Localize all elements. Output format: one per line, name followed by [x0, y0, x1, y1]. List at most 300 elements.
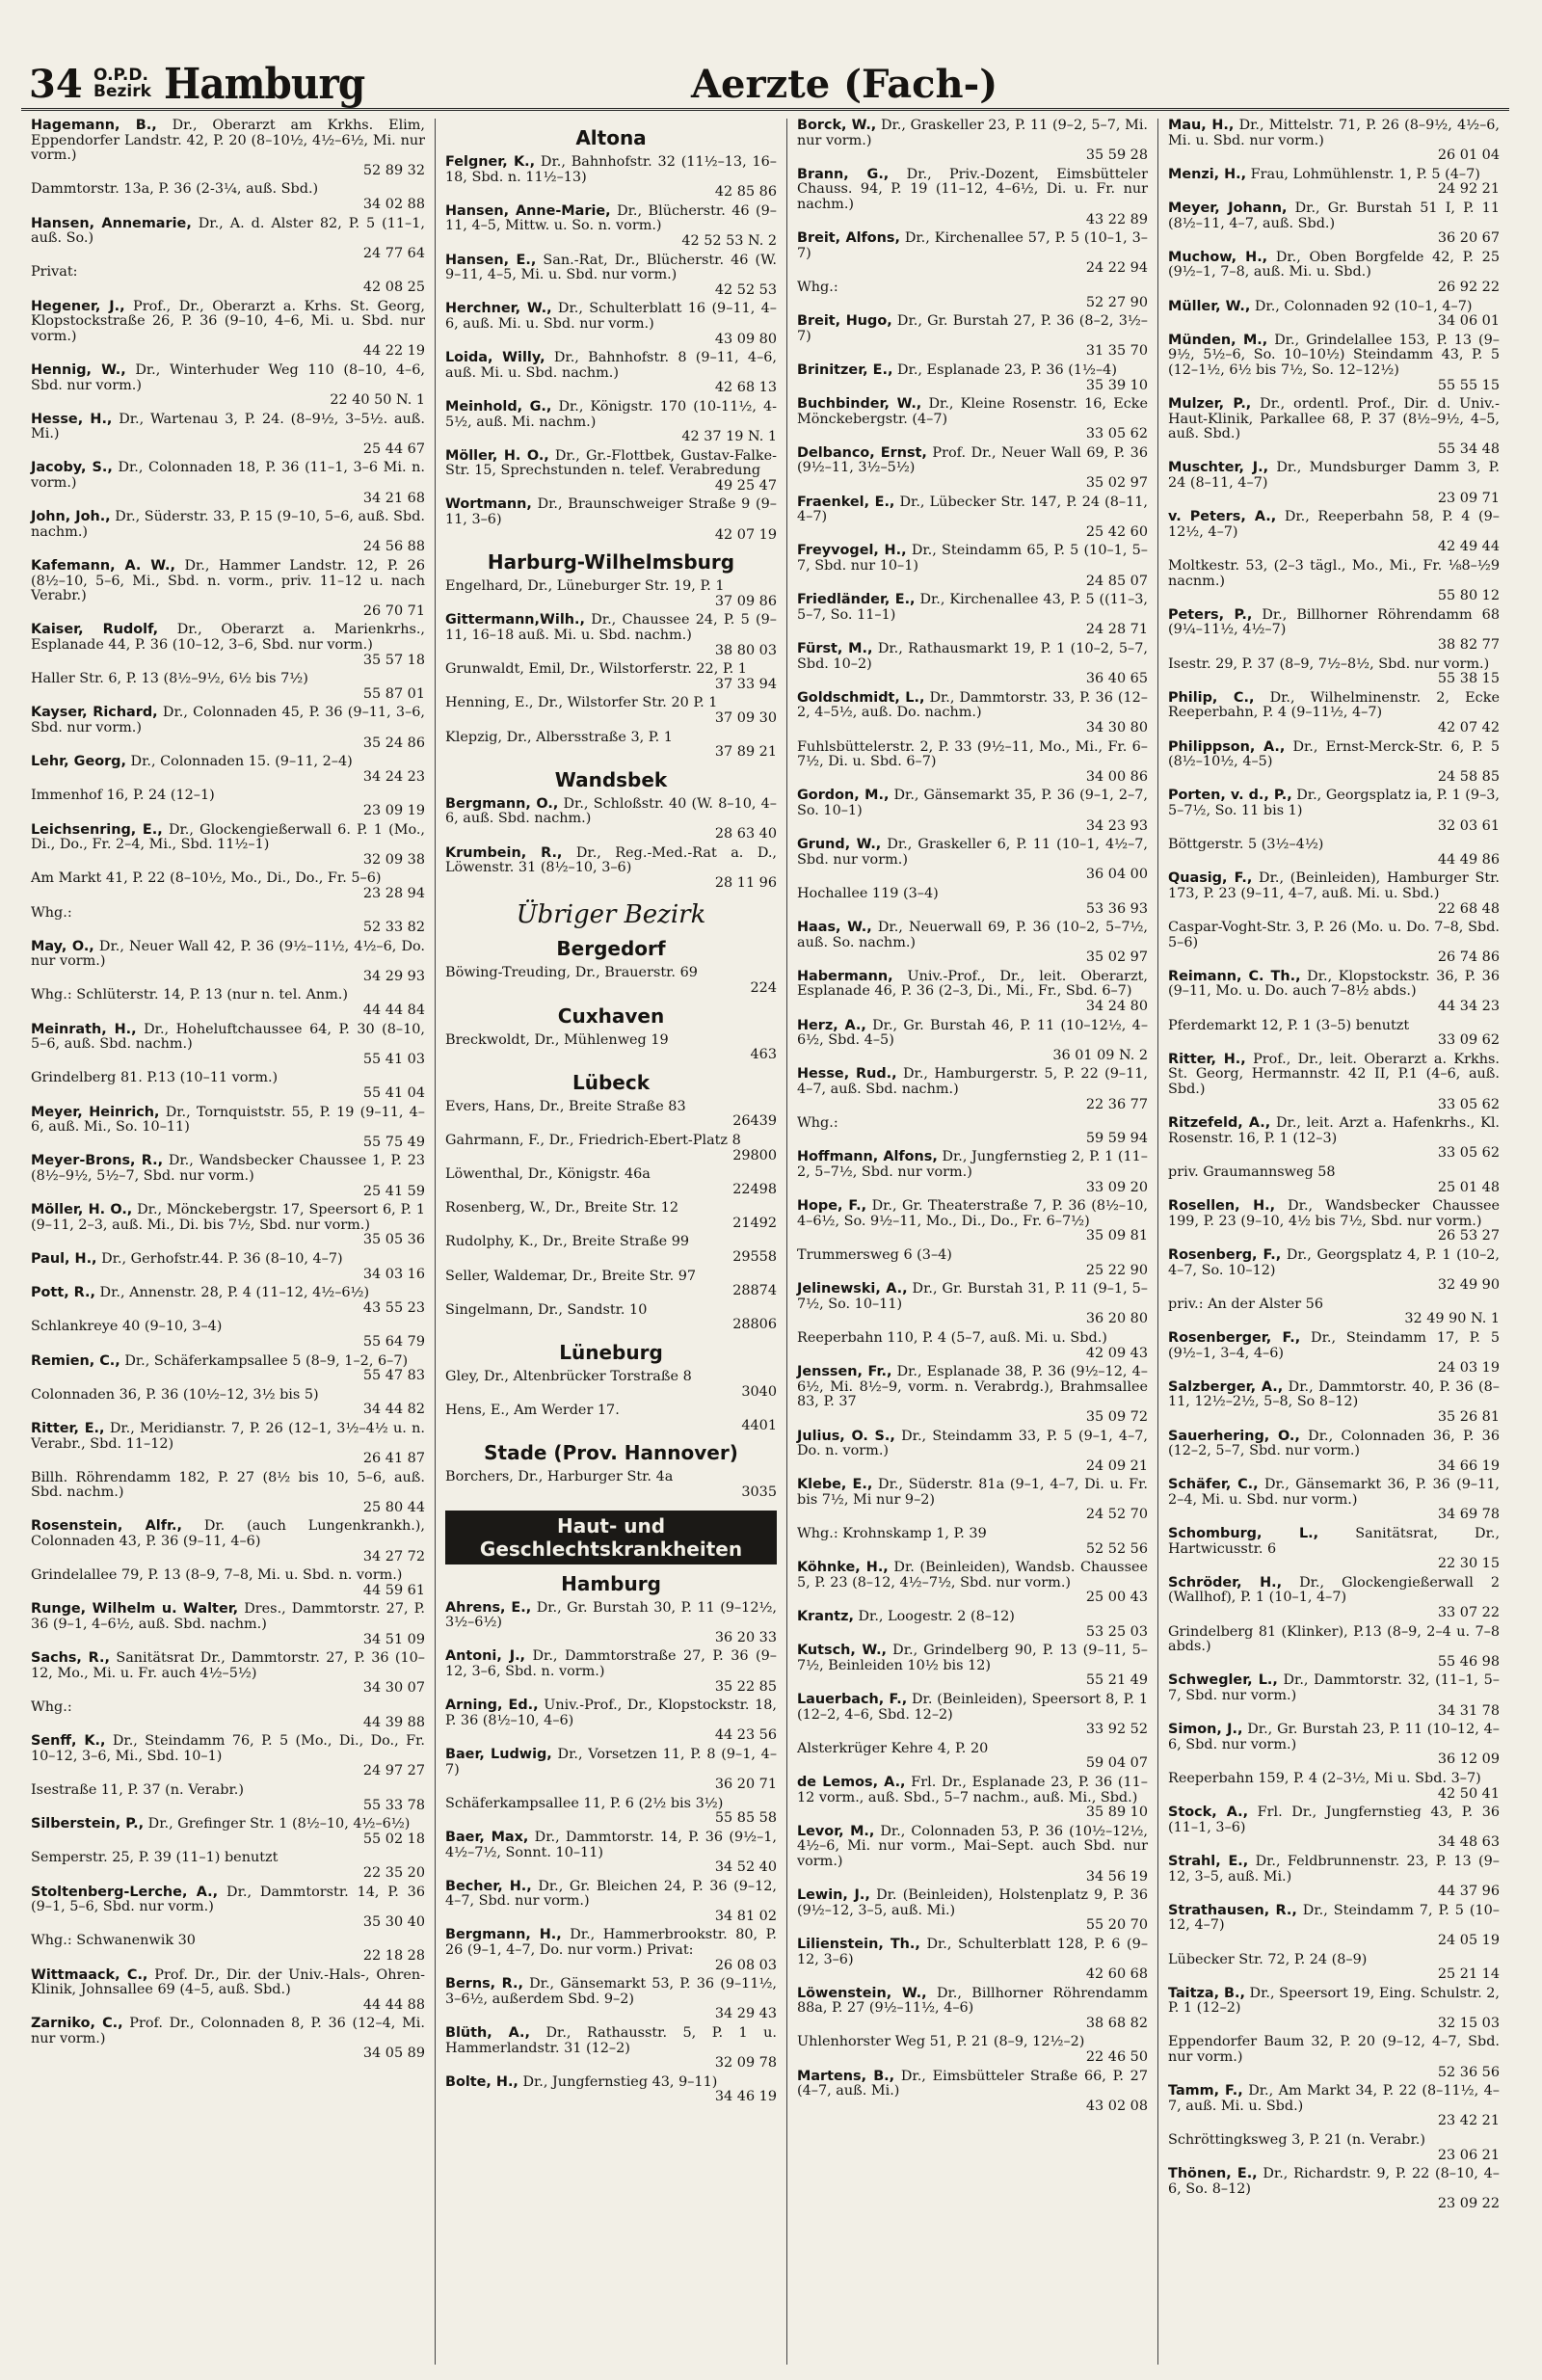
- directory-entry: [31, 1783, 425, 1813]
- entry-phone: 23 09 71: [1437, 490, 1500, 506]
- entry-phone: 34 05 89: [362, 2046, 425, 2062]
- entry-phone: 24 52 70: [1085, 1507, 1148, 1523]
- entry-name: Menzi, H.,: [1168, 166, 1247, 182]
- directory-entry: [445, 1100, 777, 1130]
- entry-details: Dr., ordentl. Prof., Dir. d. Univ.-Haut-Klinik, Parkallee 68, P. 37 (8½–9½, 4–5, auß. Sbd.): [1168, 396, 1500, 442]
- entry-name: Ritzefeld, A.,: [1168, 1115, 1271, 1132]
- entry-details: Immenhof 16, P. 24 (12–1): [31, 788, 215, 804]
- directory-entry: [1168, 168, 1500, 198]
- directory-entry: [1168, 1331, 1500, 1377]
- entry-details: Hens, E., Am Werder 17.: [445, 1403, 620, 1419]
- directory-entry: [445, 2026, 777, 2072]
- entry-details: Whg.:: [797, 279, 838, 295]
- entry-phone: 35 89 10: [1085, 1805, 1148, 1821]
- entry-details: Dr. (auch Lungenkrankh.), Colonnaden 43, P. 36 (9–11, 4–6): [31, 1518, 425, 1550]
- directory-entry: [797, 593, 1148, 638]
- entry-phone: 55 87 01: [362, 685, 425, 702]
- directory-entry: [445, 1235, 777, 1265]
- entry-details: Colonnaden 36, P. 36 (10½–12, 3½ bis 5): [31, 1386, 319, 1403]
- directory-entry: [1168, 871, 1500, 917]
- entry-name: Sauerhering, O.,: [1168, 1428, 1300, 1444]
- entry-phone: 44 44 88: [362, 1996, 425, 2013]
- entry-details: Dr., Schloßstr. 40 (W. 8–10, 4–6, auß. Sbd. nachm.): [445, 795, 778, 827]
- entry-name: Salzberger, A.,: [1168, 1378, 1284, 1395]
- entry-details: Fuhlsbüttelerstr. 2, P. 33 (9½–11, Mo., Mi., Fr. 6–7½, Di. u. Sbd. 6–7): [797, 738, 1148, 770]
- entry-details: Dr., Lübecker Str. 147, P. 24 (8–11, 4–7): [797, 494, 1148, 525]
- entry-name: Schäfer, C.,: [1168, 1477, 1259, 1493]
- directory-entry: [31, 559, 425, 619]
- entry-phone: 55 85 58: [714, 1810, 777, 1827]
- entry-phone: 59 04 07: [1085, 1755, 1148, 1772]
- entry-name: Hesse, Rud.,: [797, 1066, 897, 1083]
- directory-entry: [797, 1644, 1148, 1689]
- directory-entry: [31, 1700, 425, 1730]
- entry-details: Dr. (Beinleiden), Speersort 8, P. 1 (12–2, 4–6, Sbd. 12–2): [797, 1692, 1148, 1723]
- entry-details: Dr., Dammtorstr. 14, P. 36 (9½–1, 4½–7½, Sonnt. 10–11): [445, 1829, 777, 1860]
- entry-phone: 55 38 15: [1437, 671, 1500, 687]
- entry-phone: 34 48 63: [1437, 1834, 1500, 1851]
- entry-name: Haas, W.,: [797, 920, 872, 936]
- entry-name: Mulzer, P.,: [1168, 396, 1252, 413]
- entry-details: Seller, Waldemar, Dr., Breite Str. 97: [445, 1268, 697, 1284]
- entry-details: Dr., Mittelstr. 71, P. 26 (8–9½, 4½–6, Mi. u. Sbd. nur vorm.): [1168, 119, 1501, 148]
- entry-phone: 22 68 48: [1437, 900, 1500, 917]
- location-heading: Altona: [575, 126, 647, 149]
- entry-phone: 33 07 22: [1437, 1605, 1500, 1621]
- entry-phone: 22 35 20: [362, 1864, 425, 1881]
- entry-name: Hansen, Anne-Marie,: [445, 202, 611, 219]
- directory-entry: [1168, 608, 1500, 654]
- entry-phone: 55 02 18: [362, 1831, 425, 1847]
- directory-entry: [31, 706, 425, 751]
- directory-entry: [445, 1649, 777, 1695]
- entry-details: Dr., Annenstr. 28, P. 4 (11–12, 4½–6½): [99, 1285, 370, 1301]
- entry-phone: 36 20 33: [714, 1629, 777, 1645]
- directory-entry: [1168, 1478, 1500, 1523]
- entry-phone: 37 33 94: [714, 676, 777, 692]
- directory-entry: [445, 696, 777, 726]
- directory-entry: [31, 1320, 425, 1350]
- entry-phone: 28 11 96: [714, 874, 777, 891]
- entry-phone: 24 56 88: [362, 539, 425, 555]
- entry-phone: 43 55 23: [362, 1299, 425, 1316]
- entry-details: Dr., Gr. Theaterstraße 7, P. 36 (8½–10, 4–6½, So. 9½–11, Mo., Di., Do., Fr. 6–7½): [797, 1198, 1149, 1229]
- directory-entry: [31, 1851, 425, 1881]
- directory-entry: [797, 691, 1148, 736]
- directory-entry: [31, 623, 425, 668]
- directory-entry: [31, 265, 425, 295]
- directory-entry: [797, 1199, 1148, 1244]
- directory-entry: [445, 1370, 777, 1400]
- entry-name: Becher, H.,: [445, 1878, 532, 1894]
- directory-entry: [31, 755, 425, 785]
- directory-entry: [31, 906, 425, 936]
- entry-name: Leichsenring, E.,: [31, 821, 163, 838]
- entry-name: Rosenstein, Alfr.,: [31, 1518, 182, 1535]
- entry-details: Dr., Colonnaden 45, P. 36 (9–11, 3–6, Sbd. nur vorm.): [31, 705, 425, 735]
- entry-name: de Lemos, A.,: [797, 1774, 906, 1790]
- entry-name: Gordon, M.,: [797, 788, 890, 804]
- entry-phone: 33 92 52: [1085, 1722, 1148, 1738]
- entry-details: Dr., Feldbrunnenstr. 23, P. 13 (9–12, 3–5, auß. Mi.): [1168, 1853, 1500, 1885]
- directory-entry: [31, 1734, 425, 1779]
- directory-entry: [1168, 1380, 1500, 1426]
- entry-phone: 24 97 27: [362, 1763, 425, 1779]
- directory-entry: [1168, 201, 1500, 247]
- entry-name: Herz, A.,: [797, 1017, 866, 1033]
- district-label-line2: Bezirk: [93, 82, 151, 101]
- entry-name: Meyer, Johann,: [1168, 200, 1288, 216]
- entry-name: Lewin, J.,: [797, 1887, 870, 1904]
- entry-phone: 24 77 64: [362, 245, 425, 261]
- entry-details: Prof., Dr., leit. Oberarzt a. Krkhs. St. Georg, Hermannstr. 42 II, P.1 (4–6, auß. Sbd.): [1168, 1051, 1500, 1098]
- entry-phone: 44 22 19: [362, 343, 425, 360]
- entry-phone: 52 27 90: [1085, 294, 1148, 310]
- entry-name: Felgner, K.,: [445, 154, 536, 170]
- entry-name: Blüth, A.,: [445, 2025, 530, 2042]
- entry-details: Dr., Colonnaden 15. (9–11, 2–4): [130, 754, 353, 770]
- column-1: [21, 119, 436, 2365]
- city-title: Hamburg: [164, 60, 365, 109]
- entry-details: Schlankreye 40 (9–10, 3–4): [31, 1319, 223, 1335]
- entry-details: Dr., Königstr. 170 (10-11½, 4-5½, auß. Mi. nachm.): [445, 398, 777, 430]
- entry-details: Dr., Esplanade 38, P. 36 (9½–12, 4–6½, Mi. 8½–9, vorm. n. Verabrdg.), Brahmsallee 83, P. 37: [797, 1364, 1149, 1410]
- entry-name: Philip, C.,: [1168, 689, 1255, 706]
- directory-entry: [797, 446, 1148, 492]
- entry-details: Dr., Colonnaden 92 (10–1, 4–7): [1254, 298, 1473, 314]
- entry-details: Whg.:: [797, 1115, 838, 1132]
- directory-entry: [1168, 1576, 1500, 1621]
- entry-phone: 26 92 22: [1437, 279, 1500, 295]
- directory-entry: [1168, 251, 1500, 296]
- entry-name: Loida, Willy,: [445, 350, 545, 366]
- entry-phone: 35 26 81: [1437, 1408, 1500, 1425]
- entry-details: Dr., Glockengießerwall 6. P. 1 (Mo., Di., Do., Fr. 2–4, Mi., Sbd. 11½–1): [31, 821, 425, 853]
- entry-details: Whg.:: [31, 904, 72, 921]
- entry-phone: 35 39 10: [1085, 377, 1148, 393]
- entry-details: Whg.: Krohnskamp 1, P. 39: [797, 1526, 987, 1542]
- entry-phone: 24 92 21: [1437, 181, 1500, 198]
- entry-name: Kayser, Richard,: [31, 705, 158, 721]
- entry-name: Hansen, Annemarie,: [31, 215, 192, 231]
- directory-entry: [797, 2035, 1148, 2065]
- entry-name: Breit, Hugo,: [797, 313, 892, 330]
- entry-phone: 42 37 19 N. 1: [681, 429, 777, 445]
- entry-name: Schwegler, L.,: [1168, 1672, 1278, 1689]
- entry-phone: 34 02 88: [362, 196, 425, 212]
- entry-details: Dr., Steindamm 17, P. 5 (9½–1, 3–4, 4–6): [1168, 1329, 1500, 1361]
- entry-phone: 24 03 19: [1437, 1360, 1500, 1377]
- entry-phone: 55 80 12: [1437, 588, 1500, 604]
- entry-name: Ritter, E.,: [31, 1420, 105, 1436]
- directory-entry: [31, 461, 425, 506]
- entry-details: Dr., Wilhelminenstr. 2, Ecke Reeperbahn, P. 4 (9–11½, 4–7): [1168, 689, 1500, 721]
- entry-details: Dr., Steindamm 76, P. 5 (Mo., Di., Do., Fr. 10–12, 3–6, Mi., Sbd. 10–1): [31, 1733, 425, 1764]
- directory-entry: [31, 1388, 425, 1418]
- entry-phone: 34 30 07: [362, 1680, 425, 1697]
- entry-details: Dr., Süderstr. 33, P. 15 (9–10, 5–6, auß. Sbd. nachm.): [31, 509, 425, 540]
- directory-entry: [31, 1651, 425, 1697]
- entry-phone: 34 69 78: [1437, 1507, 1500, 1523]
- entry-details: Am Markt 41, P. 22 (8–10½, Mo., Di., Do., Fr. 5–6): [31, 870, 382, 887]
- entry-name: Habermann,: [797, 968, 893, 984]
- entry-name: Brann, G.,: [797, 166, 890, 182]
- entry-name: Baer, Ludwig,: [445, 1746, 552, 1762]
- section-title: Aerzte (Fach-): [691, 62, 998, 107]
- entry-phone: 33 05 62: [1437, 1096, 1500, 1112]
- directory-entry: [1168, 921, 1500, 966]
- entry-name: Bergmann, O.,: [445, 795, 559, 812]
- entry-name: Kaiser, Rudolf,: [31, 622, 159, 638]
- directory-entry: [445, 302, 777, 347]
- entry-phone: 42 50 41: [1437, 1785, 1500, 1802]
- entry-name: Breit, Alfons,: [797, 230, 900, 247]
- entry-phone: 35 57 18: [362, 652, 425, 668]
- entry-phone: 34 81 02: [714, 1908, 777, 1924]
- entry-name: Wittmaack, C.,: [31, 1966, 148, 1983]
- entry-details: Dr., Gr. Burstah 31, P. 11 (9–1, 5–7½, So. 10–11): [797, 1281, 1148, 1312]
- entry-phone: 24 58 85: [1437, 768, 1500, 785]
- entry-name: Delbanco, Ernst,: [797, 444, 927, 461]
- entry-phone: 32 09 78: [714, 2055, 777, 2072]
- directory-entry: [1168, 1527, 1500, 1572]
- entry-name: Ritter, H.,: [1168, 1051, 1246, 1067]
- location-heading: Lüneburg: [559, 1341, 663, 1365]
- entry-phone: 25 42 60: [1085, 523, 1148, 540]
- entry-phone: 55 64 79: [362, 1333, 425, 1350]
- directory-entry: [797, 1742, 1148, 1772]
- directory-entry: [31, 1602, 425, 1647]
- directory-entry: [797, 544, 1148, 589]
- entry-name: Porten, v. d., P.,: [1168, 788, 1292, 804]
- entry-name: Muschter, J.,: [1168, 460, 1269, 476]
- entry-phone: 43 09 80: [714, 331, 777, 347]
- entry-name: Ahrens, E.,: [445, 1599, 532, 1616]
- page-header: [21, 60, 1509, 111]
- directory-entry: [445, 797, 777, 842]
- entry-phone: 44 49 86: [1437, 851, 1500, 868]
- entry-phone: 38 80 03: [714, 642, 777, 658]
- entry-details: Evers, Hans, Dr., Breite Straße 83: [445, 1098, 686, 1114]
- directory-entry: [445, 966, 777, 996]
- entry-phone: 24 05 19: [1437, 1932, 1500, 1948]
- entry-details: Dr., Gänsemarkt 36, P. 36 (9–11, 2–4, Mi. u. Sbd. nur vorm.): [1168, 1477, 1500, 1508]
- directory-entry: [31, 1471, 425, 1516]
- directory-entry: [797, 1527, 1148, 1557]
- entry-phone: 34 29 93: [362, 968, 425, 984]
- entry-details: Isestraße 11, P. 37 (n. Verabr.): [31, 1781, 244, 1798]
- entry-phone: 42 49 44: [1437, 539, 1500, 555]
- entry-name: Friedländer, E.,: [797, 592, 916, 608]
- entry-phone: 36 40 65: [1085, 671, 1148, 687]
- entry-details: Univ.-Prof., Dr., Klopstockstr. 18, P. 36 (8½–10, 4–6): [445, 1698, 777, 1728]
- directory-entry: [445, 449, 777, 495]
- directory-entry: [31, 823, 425, 869]
- entry-details: Dr., Richardstr. 9, P. 22 (8–10, 4–6, So. 8–12): [1168, 2166, 1500, 2197]
- entry-details: Breckwoldt, Dr., Mühlenweg 19: [445, 1031, 669, 1048]
- entry-details: Dr., Georgsplatz 4, P. 1 (10–2, 4–7, So. 10–12): [1168, 1246, 1500, 1278]
- entry-phone: 22 46 50: [1085, 2049, 1148, 2066]
- directory-entry: [1168, 970, 1500, 1015]
- directory-entry: [445, 2075, 777, 2105]
- entry-details: Isestr. 29, P. 37 (8–9, 7½–8½, Sbd. nur vorm.): [1168, 655, 1490, 672]
- entry-details: Dr., Colonnaden 18, P. 36 (11–1, 3–6 Mi. n. vorm.): [31, 460, 425, 492]
- entry-phone: 35 24 86: [362, 735, 425, 751]
- entry-details: San.-Rat, Dr., Blücherstr. 46 (W. 9–11, 4–5, Mi. u. Sbd. nur vorm.): [445, 252, 777, 283]
- entry-phone: 26439: [732, 1113, 777, 1130]
- entry-details: Dr., Gänsemarkt 53, P. 36 (9–11½, 3–6½, außerdem Sbd. 9–2): [445, 1976, 778, 2007]
- entry-details: Schröttingksweg 3, P. 21 (n. Verabr.): [1168, 2132, 1425, 2149]
- entry-phone: 35 09 72: [1085, 1408, 1148, 1425]
- entry-phone: 36 20 71: [714, 1777, 777, 1793]
- directory-entry: [797, 1561, 1148, 1606]
- entry-details: Caspar-Voght-Str. 3, P. 26 (Mo. u. Do. 7–8, Sbd. 5–6): [1168, 920, 1500, 950]
- entry-name: Borck, W.,: [797, 119, 877, 133]
- directory-entry: [31, 1203, 425, 1248]
- entry-details: Dr. (Beinleiden), Holstenplatz 9, P. 36 (9½–12, 3–5, auß. Mi.): [797, 1887, 1148, 1918]
- entry-phone: 32 15 03: [1437, 2015, 1500, 2031]
- entry-details: Dr., Schulterblatt 16 (9–11, 4–6, auß. Mi. u. Sbd. nur vorm.): [445, 301, 777, 332]
- entry-name: Levor, M.,: [797, 1823, 875, 1839]
- entry-details: Dr., Dammtorstr. 32, (11–1, 5–7, Sbd. nur vorm.): [1168, 1672, 1501, 1703]
- entry-phone: 52 89 32: [362, 162, 425, 178]
- entry-phone: 43 02 08: [1085, 2098, 1148, 2114]
- entry-details: Borchers, Dr., Harburger Str. 4a: [445, 1469, 674, 1485]
- entry-phone: 42 60 68: [1085, 1966, 1148, 1983]
- entry-phone: 44 34 23: [1437, 999, 1500, 1015]
- entry-details: Dr., Glockengießerwall 2 (Wallhof), P. 1 (10–1, 4–7): [1168, 1574, 1501, 1606]
- entry-phone: 34 29 43: [714, 2006, 777, 2022]
- entry-name: Silberstein, P.,: [31, 1816, 145, 1832]
- entry-details: Dr., Steindamm 7, P. 5 (10–12, 4–7): [1168, 1902, 1500, 1934]
- entry-phone: 42 08 25: [362, 279, 425, 295]
- entry-name: Lehr, Georg,: [31, 754, 126, 770]
- entry-phone: 42 52 53 N. 2: [681, 232, 777, 249]
- entry-name: Zarniko, C.,: [31, 2016, 123, 2032]
- directory-entry: [445, 1928, 777, 1973]
- entry-details: Dr., Steindamm 65, P. 5 (10–1, 5–7, Sbd. nur 10–1): [797, 543, 1149, 575]
- entry-phone: 25 21 14: [1437, 1966, 1500, 1983]
- entry-details: Dr., Winterhuder Weg 110 (8–10, 4–6, Sbd. nur vorm.): [31, 361, 425, 393]
- entry-name: Köhnke, H.,: [797, 1560, 889, 1576]
- directory-entry: [445, 1134, 777, 1163]
- directory-entry: [1168, 559, 1500, 604]
- entry-name: Brinitzer, E.,: [797, 361, 893, 378]
- entry-details: Dr., Meridianstr. 7, P. 26 (12–1, 3½–4½ u. n. Verabr., Sbd. 11–12): [31, 1420, 425, 1452]
- entry-phone: 32 09 38: [362, 851, 425, 868]
- directory-entry: [31, 1354, 425, 1384]
- location-heading: Cuxhaven: [557, 1003, 665, 1028]
- location-heading: Bergedorf: [556, 937, 666, 961]
- entry-phone: 44 23 56: [714, 1727, 777, 1744]
- entry-phone: 38 68 82: [1085, 2015, 1148, 2031]
- entry-details: Schäferkampsallee 11, P. 6 (2½ bis 3½): [445, 1795, 724, 1811]
- entry-phone: 26 70 71: [362, 602, 425, 619]
- entry-name: Fürst, M.,: [797, 641, 873, 656]
- directory-entry: [797, 314, 1148, 360]
- entry-name: May, O.,: [31, 938, 94, 954]
- location-heading: Lübeck: [572, 1070, 651, 1094]
- directory-entry: [1168, 1625, 1500, 1671]
- directory-entry: [1168, 334, 1500, 393]
- entry-name: Hegener, J.,: [31, 298, 125, 314]
- entry-phone: 34 52 40: [714, 1859, 777, 1876]
- entry-details: Alsterkrüger Kehre 4, P. 20: [797, 1740, 989, 1756]
- entry-phone: 26 53 27: [1437, 1228, 1500, 1244]
- entry-details: Dres., Dammtorstr. 27, P. 36 (9–1, 4–6½, auß. Sbd. nachm.): [31, 1601, 425, 1633]
- directory-entry: [445, 1470, 777, 1500]
- entry-name: Krantz,: [797, 1609, 854, 1625]
- entry-name: Buchbinder, W.,: [797, 396, 922, 413]
- entry-details: Dr., Braunschweiger Straße 9 (9–11, 3–6): [445, 496, 777, 528]
- directory-entry: [1168, 1053, 1500, 1112]
- directory-entry: [1168, 740, 1500, 786]
- entry-details: Uhlenhorster Weg 51, P. 21 (8–9, 12½–2): [797, 2034, 1085, 2050]
- entry-phone: 33 05 62: [1085, 426, 1148, 442]
- directory-entry: [31, 988, 425, 1018]
- directory-entry: [445, 1880, 777, 1925]
- entry-name: Jelinewski, A.,: [797, 1281, 908, 1297]
- directory-entry: [31, 1817, 425, 1847]
- entry-name: Remien, C.,: [31, 1352, 120, 1369]
- entry-details: Prof. Dr., Neuer Wall 69, P. 36 (9½–11, 3½–5½): [797, 444, 1148, 476]
- directory-entry: [797, 887, 1148, 917]
- entry-details: Dr., Klopstockstr. 36, P. 36 (9–11, Mo. u. Do. auch 7–8½ abds.): [1168, 968, 1500, 1000]
- entry-details: Sanitätsrat Dr., Dammtorstr. 27, P. 36 (10–12, Mo., Mi. u. Fr. auch 4½–5½): [31, 1650, 425, 1681]
- entry-details: Dr., Gr.-Flottbek, Gustav-Falke-Str. 15, Sprechstunden n. telef. Verabredung: [445, 447, 777, 479]
- directory-entry: [797, 1938, 1148, 1983]
- entry-details: Dr., (Beinleiden), Hamburger Str. 173, P. 23 (9–11, 4–7, auß. Mi. u. Sbd.): [1168, 870, 1500, 901]
- entry-name: Runge, Wilhelm u. Walter,: [31, 1601, 239, 1618]
- entry-phone: 35 30 40: [362, 1913, 425, 1930]
- entry-name: Schomburg, L.,: [1168, 1526, 1319, 1542]
- entry-name: Quasig, F.,: [1168, 870, 1253, 887]
- directory-entry: [797, 231, 1148, 277]
- directory-entry: [1168, 1855, 1500, 1900]
- entry-phone: 26 41 87: [362, 1451, 425, 1467]
- entry-details: Dr., Wartenau 3, P. 24. (8–9½, 3–5½. auß. Mi.): [31, 411, 425, 442]
- directory-entry: [797, 1331, 1148, 1361]
- entry-name: Reimann, C. Th.,: [1168, 968, 1301, 984]
- entry-phone: 35 09 81: [1085, 1228, 1148, 1244]
- directory-entry: [31, 363, 425, 409]
- entry-details: Dr., Colonnaden 36, P. 36 (12–2, 5–7, Sbd. nur vorm.): [1168, 1428, 1500, 1459]
- entry-phone: 52 52 56: [1085, 1540, 1148, 1557]
- entry-name: Pott, R.,: [31, 1285, 95, 1301]
- directory-entry: [797, 1067, 1148, 1112]
- entry-details: Dr., Oberarzt am Krkhs. Elim, Eppendorfer Landstr. 42, P. 20 (8–10½, 4½–6½, Mi. nur vorm.): [31, 119, 425, 164]
- entry-details: Gahrmann, F., Dr., Friedrich-Ebert-Platz 8: [445, 1132, 741, 1148]
- entry-details: Dr., Blücherstr. 46 (9–11, 4–5, Mittw. u. So. n. vorm.): [445, 202, 777, 234]
- directory-entry: [31, 1568, 425, 1598]
- entry-phone: 55 75 49: [362, 1134, 425, 1150]
- directory-entry: [31, 2017, 425, 2062]
- entry-details: Dr., Graskeller 23, P. 11 (9–2, 5–7, Mi. nur vorm.): [797, 119, 1148, 148]
- directory-entry: [797, 1116, 1148, 1146]
- directory-entry: [1168, 1199, 1500, 1244]
- entry-details: Dr., Kleine Rosenstr. 16, Ecke Mönckebergstr. (4–7): [797, 396, 1148, 427]
- entry-details: Dr., Loogestr. 2 (8–12): [858, 1609, 1015, 1625]
- directory-entry: [445, 846, 777, 892]
- entry-name: Fraenkel, E.,: [797, 494, 895, 510]
- entry-details: Dr., Wandsbecker Chaussee 1, P. 23 (8½–9½, 5½–7, Sbd. nur vorm.): [31, 1153, 426, 1184]
- entry-phone: 55 41 03: [362, 1051, 425, 1067]
- directory-entry: [1168, 1805, 1500, 1851]
- entry-name: Rosenberg, F.,: [1168, 1246, 1282, 1263]
- entry-details: Dr., Hammer Landstr. 12, P. 26 (8½–10, 5–6, Mi., Sbd. n. vorm., priv. 11–12 u. nach Verabr.): [31, 558, 425, 604]
- directory-entry: [797, 1610, 1148, 1640]
- entry-name: Kutsch, W.,: [797, 1643, 888, 1659]
